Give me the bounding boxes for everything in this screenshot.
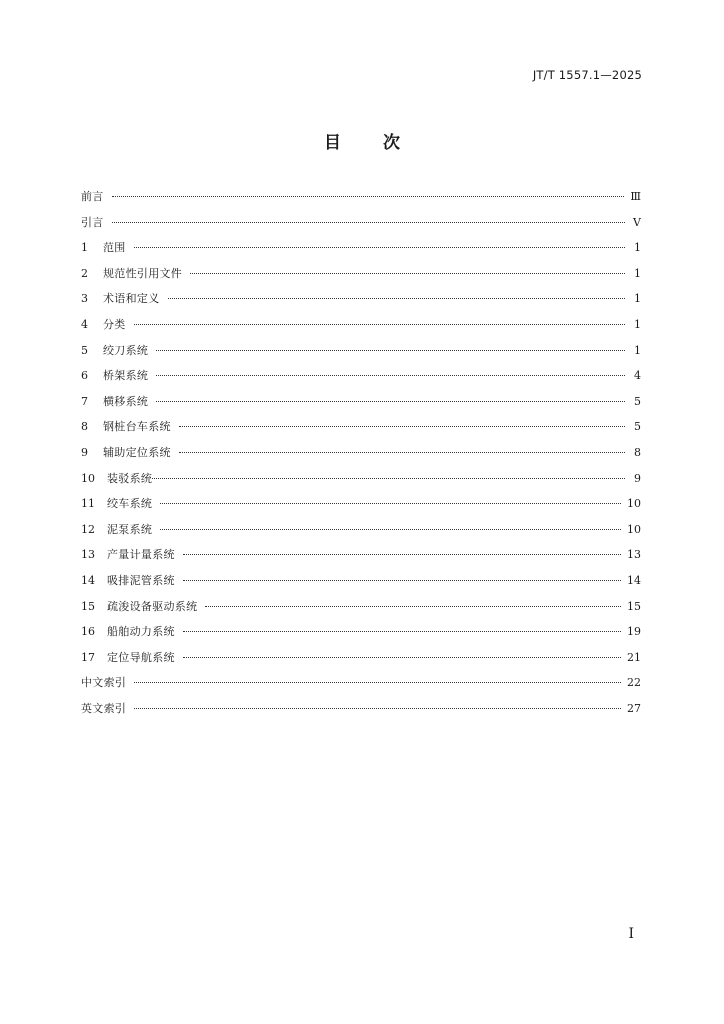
toc-entry-label: 引言	[81, 215, 104, 229]
toc-entry-label: 中文索引	[81, 676, 127, 690]
toc-entry-page: 14	[627, 573, 641, 587]
toc-entry-1[interactable]	[81, 239, 641, 265]
toc-entry-page: 8	[634, 445, 641, 459]
toc-entry-13[interactable]	[81, 546, 641, 572]
toc-entry-label: 疏浚设备驱动系统	[107, 599, 198, 613]
toc-entry-number: 11	[81, 497, 95, 511]
toc-leader-dots	[134, 681, 621, 683]
toc-entry-label: 分类	[103, 317, 126, 331]
toc-entry-page: 10	[627, 497, 641, 511]
toc-entry-label: 英文索引	[81, 701, 127, 715]
toc-entry-label: 吸排泥管系统	[107, 573, 175, 587]
toc-entry-label: 绞车系统	[107, 497, 153, 511]
toc-leader-dots	[156, 349, 625, 351]
toc-entry-label: 桥架系统	[103, 369, 149, 383]
toc-entry-number: 15	[81, 599, 95, 613]
toc-entry-page: 1	[634, 241, 641, 255]
toc-leader-dots	[179, 451, 625, 453]
toc-leader-dots	[190, 272, 625, 274]
toc-entry-5[interactable]	[81, 342, 641, 368]
toc-leader-dots	[156, 400, 625, 402]
toc-entry-page: 1	[634, 317, 641, 331]
toc-entry-9[interactable]	[81, 444, 641, 470]
toc-entry-17[interactable]	[81, 649, 641, 675]
toc-entry-page: 5	[634, 394, 641, 408]
toc-entry-number: 6	[81, 369, 88, 383]
toc-leader-dots	[183, 579, 621, 581]
toc-entry-page: Ⅴ	[633, 215, 641, 229]
standard-code: JT/T 1557.1—2025	[532, 68, 642, 82]
toc-entry-page: 1	[634, 343, 641, 357]
toc-entry-number: 2	[81, 266, 88, 280]
toc-entry-8[interactable]	[81, 418, 641, 444]
toc-entry-page: Ⅲ	[630, 190, 641, 203]
toc-entry-number: 1	[81, 241, 88, 255]
toc-leader-dots	[168, 297, 626, 299]
toc-entry-page: 1	[634, 292, 641, 306]
toc-leader-dots	[134, 707, 621, 709]
toc-entry-label: 钢桩台车系统	[103, 420, 171, 434]
toc-entry-number: 4	[81, 317, 88, 331]
toc-leader-dots	[183, 630, 621, 632]
toc-title-part2: 次	[383, 133, 400, 153]
toc-entry-number: 9	[81, 445, 88, 459]
toc-entry-label: 规范性引用文件	[103, 266, 183, 280]
toc-entry-page: 21	[627, 650, 641, 664]
toc-leader-dots	[205, 605, 621, 607]
toc-entry-number: 10	[81, 471, 95, 485]
toc-entry-chinese-index[interactable]	[81, 674, 641, 700]
toc-entry-number: 5	[81, 343, 88, 357]
toc-leader-dots	[160, 528, 621, 530]
toc-leader-dots	[152, 477, 625, 479]
toc-entry-15[interactable]	[81, 598, 641, 624]
toc-entry-number: 3	[81, 292, 88, 306]
toc-entry-number: 12	[81, 522, 95, 536]
toc-entry-english-index[interactable]	[81, 700, 641, 726]
toc-entry-label: 绞刀系统	[103, 343, 149, 357]
toc-entry-4[interactable]	[81, 316, 641, 342]
toc-entry-label: 术语和定义	[103, 292, 160, 306]
toc-entry-label: 产量计量系统	[107, 548, 175, 562]
toc-entry-16[interactable]	[81, 623, 641, 649]
toc-entry-label: 前言	[81, 190, 104, 203]
toc-entry-label: 横移系统	[103, 394, 149, 408]
toc-leader-dots	[183, 656, 621, 658]
toc-leader-dots	[112, 221, 625, 223]
toc-entry-page: 5	[634, 420, 641, 434]
toc-entry-page: 27	[627, 701, 641, 715]
toc-entry-preface[interactable]	[81, 188, 641, 214]
toc-title	[0, 128, 724, 153]
toc-entry-12[interactable]	[81, 521, 641, 547]
toc-entry-label: 辅助定位系统	[103, 445, 171, 459]
toc-leader-dots	[183, 553, 621, 555]
toc-leader-dots	[156, 374, 625, 376]
toc-entry-label: 范围	[103, 241, 126, 255]
toc-entry-page: 22	[627, 676, 641, 690]
toc-entry-label: 船舶动力系统	[107, 625, 175, 639]
page-number: Ⅰ	[628, 926, 634, 942]
toc-entry-label: 泥泵系统	[107, 522, 153, 536]
toc-entry-14[interactable]	[81, 572, 641, 598]
toc-leader-dots	[160, 502, 621, 504]
toc-entry-page: 9	[634, 471, 641, 485]
toc-entry-number: 7	[81, 394, 88, 408]
toc-leader-dots	[179, 425, 625, 427]
toc-title-part1: 目	[324, 133, 341, 153]
toc-entry-page: 4	[634, 369, 641, 383]
toc-entry-introduction[interactable]	[81, 214, 641, 240]
toc-entry-page: 19	[627, 625, 641, 639]
toc-list	[81, 188, 641, 725]
toc-entry-number: 17	[81, 650, 95, 664]
toc-entry-11[interactable]	[81, 495, 641, 521]
toc-entry-10[interactable]	[81, 470, 641, 496]
toc-entry-page: 15	[627, 599, 641, 613]
toc-leader-dots	[134, 246, 625, 248]
toc-entry-number: 14	[81, 573, 95, 587]
toc-entry-label: 装驳系统	[107, 471, 153, 485]
toc-leader-dots	[134, 323, 625, 325]
toc-leader-dots	[112, 195, 625, 197]
toc-entry-number: 8	[81, 420, 88, 434]
toc-entry-7[interactable]	[81, 393, 641, 419]
toc-entry-3[interactable]	[81, 290, 641, 316]
toc-entry-number: 13	[81, 548, 95, 562]
toc-entry-6[interactable]	[81, 367, 641, 393]
toc-entry-2[interactable]	[81, 265, 641, 291]
toc-entry-page: 1	[634, 266, 641, 280]
toc-entry-number: 16	[81, 625, 95, 639]
toc-entry-page: 10	[627, 522, 641, 536]
toc-entry-label: 定位导航系统	[107, 650, 175, 664]
toc-entry-page: 13	[627, 548, 641, 562]
